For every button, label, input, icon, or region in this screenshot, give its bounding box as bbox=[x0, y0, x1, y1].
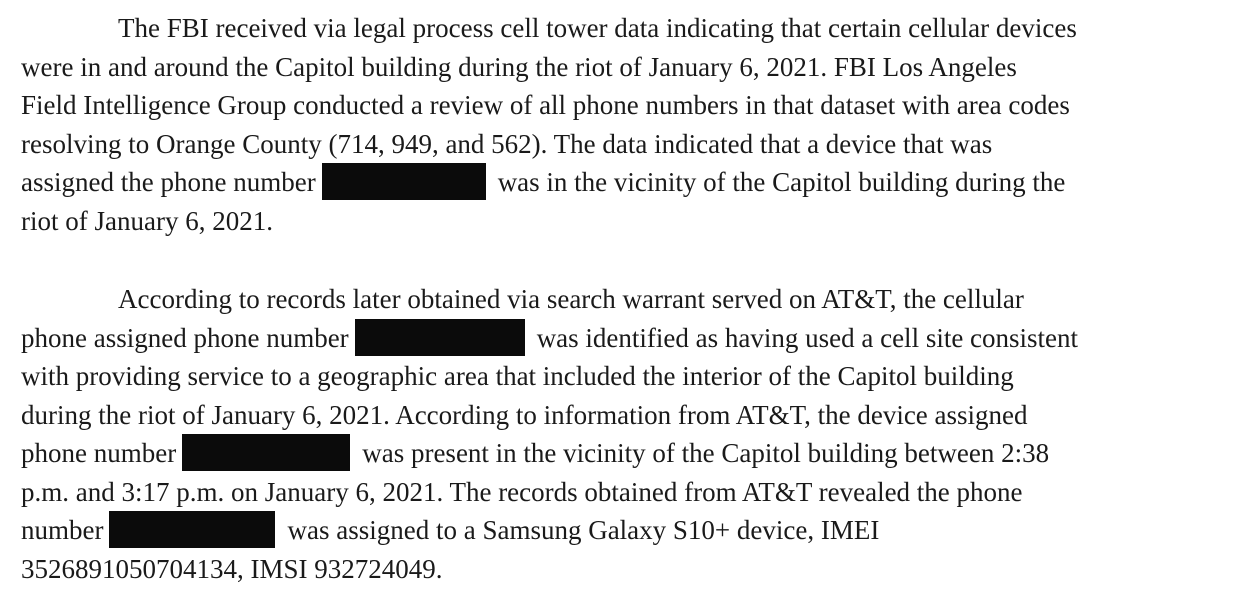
text-line: Field Intelligence Group conducted a review of all phone numbers in that dataset with area codes bbox=[21, 90, 1070, 120]
redaction-box bbox=[109, 511, 275, 548]
text-segment: number bbox=[21, 515, 104, 545]
text-segment: phone assigned phone number bbox=[21, 323, 349, 353]
text-line: The FBI received via legal process cell tower data indicating that certain cellular devices bbox=[118, 13, 1077, 43]
text-line bbox=[21, 318, 1078, 358]
text-segment: was present in the vicinity of the Capitol building between 2:38 bbox=[362, 438, 1050, 468]
redaction-box bbox=[355, 319, 525, 356]
text-line bbox=[21, 162, 1065, 202]
text-line: resolving to Orange County (714, 949, and 562). The data indicated that a device that was bbox=[21, 129, 993, 159]
text-line bbox=[21, 510, 879, 550]
redaction-box bbox=[182, 434, 350, 471]
text-segment: assigned the phone number bbox=[21, 167, 316, 197]
text-line: riot of January 6, 2021. bbox=[21, 206, 273, 236]
text-line: during the riot of January 6, 2021. According to information from AT&T, the device assigned bbox=[21, 400, 1028, 430]
text-line: with providing service to a geographic area that included the interior of the Capitol building bbox=[21, 361, 1014, 391]
text-segment: was in the vicinity of the Capitol building during the bbox=[497, 167, 1066, 197]
text-line: were in and around the Capitol building during the riot of January 6, 2021. FBI Los Angeles bbox=[21, 52, 1017, 82]
text-line bbox=[21, 433, 1049, 473]
redaction-box bbox=[322, 163, 486, 200]
text-line: 3526891050704134, IMSI 932724049. bbox=[21, 554, 443, 584]
text-line: p.m. and 3:17 p.m. on January 6, 2021. The records obtained from AT&T revealed the phone bbox=[21, 477, 1023, 507]
text-segment: was identified as having used a cell site consistent bbox=[536, 323, 1079, 353]
text-segment: phone number bbox=[21, 438, 177, 468]
text-line: According to records later obtained via search warrant served on AT&T, the cellular bbox=[118, 284, 1024, 314]
text-segment: was assigned to a Samsung Galaxy S10+ device, IMEI bbox=[287, 515, 880, 545]
